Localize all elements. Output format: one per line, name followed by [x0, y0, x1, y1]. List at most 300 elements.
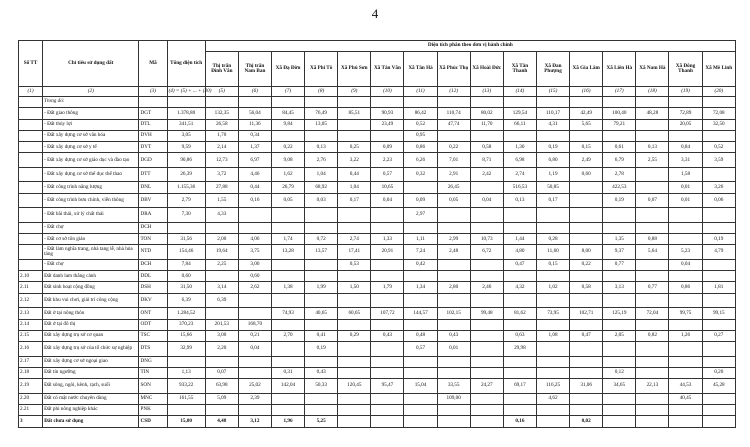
row-value	[437, 416, 470, 427]
row-value	[669, 319, 702, 330]
row-value: 3,72	[205, 167, 238, 182]
table-row	[19, 405, 736, 416]
table-row	[19, 130, 736, 141]
row-value	[404, 405, 437, 416]
row-value: 40,45	[669, 393, 702, 404]
row-value: 5,64	[636, 245, 669, 260]
row-value: 1,19	[536, 167, 569, 182]
row-value	[271, 393, 304, 404]
row-value: 13,28	[271, 245, 304, 260]
row-value	[636, 393, 669, 404]
row-stt	[19, 97, 43, 108]
row-value: 1,62	[271, 167, 304, 182]
row-code: DYT	[139, 142, 167, 153]
row-value	[636, 222, 669, 233]
row-value	[470, 356, 503, 367]
row-value: 0,52	[702, 142, 735, 153]
row-value: 2,80	[437, 282, 470, 293]
row-value: 0,61	[603, 142, 636, 153]
row-value: 161,55	[167, 393, 205, 404]
row-code: DTT	[139, 167, 167, 182]
row-value: 0,47	[503, 259, 536, 270]
row-value: 132,35	[205, 108, 238, 119]
row-code	[139, 97, 167, 108]
table-row	[19, 282, 736, 293]
row-value	[271, 222, 304, 233]
row-value	[271, 259, 304, 270]
row-value: 42,49	[570, 108, 603, 119]
row-value	[603, 416, 636, 427]
row-value: 10,65	[371, 182, 404, 193]
row-value: 29,98	[503, 342, 536, 357]
row-stt	[19, 167, 43, 182]
row-value	[338, 130, 371, 141]
column-index-cell: (14)	[503, 87, 536, 97]
header-unit: Xã Liên Hà	[603, 52, 636, 87]
row-value: 4,32	[503, 282, 536, 293]
row-value: 1,04	[338, 182, 371, 193]
row-value	[238, 356, 271, 367]
row-value	[371, 405, 404, 416]
row-value: 0,41	[305, 330, 338, 341]
row-code: TIN	[139, 367, 167, 378]
row-value	[271, 405, 304, 416]
row-value	[536, 271, 569, 282]
row-value: 3,00	[238, 259, 271, 270]
row-value: 2,23	[371, 153, 404, 168]
row-value: 50,85	[536, 182, 569, 193]
row-value: 109,00	[437, 393, 470, 404]
table-row	[19, 379, 736, 394]
table-row	[19, 142, 736, 153]
row-value: 85,51	[338, 108, 371, 119]
column-index-cell: (8)	[305, 87, 338, 97]
header-unit: Xã Tân Văn	[371, 52, 404, 87]
row-code: SON	[139, 379, 167, 394]
row-value: 422,53	[603, 182, 636, 193]
row-value: 102,15	[437, 308, 470, 319]
table-body	[19, 87, 736, 428]
row-value: 73,95	[536, 308, 569, 319]
column-index-cell: (16)	[570, 87, 603, 97]
row-value: 0,22	[271, 142, 304, 153]
row-value	[205, 271, 238, 282]
row-value	[371, 222, 404, 233]
row-value	[338, 119, 371, 130]
row-value: 0,19	[702, 234, 735, 245]
row-value	[470, 416, 503, 427]
row-value: 74,93	[271, 308, 304, 319]
row-value	[636, 319, 669, 330]
row-code: DGT	[139, 108, 167, 119]
row-name: - Đất chợ	[43, 222, 139, 233]
table-row	[19, 416, 736, 427]
row-value: 0,19	[603, 193, 636, 208]
row-value: 1,11	[404, 234, 437, 245]
row-value: 15,66	[167, 330, 205, 341]
row-value: 0,42	[404, 259, 437, 270]
row-value	[636, 97, 669, 108]
row-value	[669, 222, 702, 233]
row-name: Đất danh lam thắng cảnh	[43, 271, 139, 282]
row-code: CSD	[139, 416, 167, 427]
row-value: 0,01	[437, 342, 470, 357]
row-value: 6,80	[536, 153, 569, 168]
row-value: 4,79	[702, 245, 735, 260]
row-value: 6,39	[205, 293, 238, 308]
row-value: 31,50	[167, 282, 205, 293]
row-value: 76,49	[305, 108, 338, 119]
row-code: DGD	[139, 153, 167, 168]
row-value	[536, 293, 569, 308]
row-value: 0,57	[404, 342, 437, 357]
row-value	[470, 222, 503, 233]
row-value	[371, 342, 404, 357]
row-value: 10,73	[470, 234, 503, 245]
row-value: 1,99	[305, 282, 338, 293]
row-value: 0,43	[371, 330, 404, 341]
row-value: 6,26	[404, 153, 437, 168]
row-value	[338, 405, 371, 416]
row-value: 0,60	[238, 271, 271, 282]
row-value	[702, 293, 735, 308]
row-stt	[19, 130, 43, 141]
row-value	[636, 182, 669, 193]
row-value: 2,97	[404, 208, 437, 223]
row-name: - Đất làm nghĩa trang, nhà tang lễ, nhà hỏa táng	[43, 245, 139, 260]
row-value: 0,22	[437, 142, 470, 153]
row-value	[437, 293, 470, 308]
row-value	[570, 222, 603, 233]
row-value	[702, 356, 735, 367]
row-value: 9,08	[271, 153, 304, 168]
row-value: 1,13	[167, 367, 205, 378]
row-value	[536, 342, 569, 357]
table-row	[19, 293, 736, 308]
header-unit: Xã Đạ Đờn	[271, 52, 304, 87]
row-stt	[19, 245, 43, 260]
table-row	[19, 393, 736, 404]
row-value: 0,86	[404, 142, 437, 153]
row-value: 3,14	[205, 282, 238, 293]
row-value	[371, 130, 404, 141]
row-code: TSC	[139, 330, 167, 341]
row-value: 0,05	[271, 193, 304, 208]
row-value: 0,19	[305, 342, 338, 357]
row-value	[338, 393, 371, 404]
row-value: 144,57	[404, 308, 437, 319]
row-value: 90,93	[371, 108, 404, 119]
row-value	[570, 319, 603, 330]
row-value	[404, 271, 437, 282]
row-value: 0,25	[338, 142, 371, 153]
row-value	[603, 130, 636, 141]
row-value	[338, 271, 371, 282]
row-value: 0,01	[669, 182, 702, 193]
row-value	[536, 130, 569, 141]
row-value	[603, 222, 636, 233]
row-value: 0,07	[205, 367, 238, 378]
row-value	[702, 222, 735, 233]
row-value	[603, 356, 636, 367]
row-value: 15,00	[167, 416, 205, 427]
table-row	[19, 119, 736, 130]
row-value: 32,99	[167, 342, 205, 357]
row-value: 0,04	[371, 193, 404, 208]
row-value	[470, 319, 503, 330]
row-stt: 2.12	[19, 293, 43, 308]
row-value	[371, 293, 404, 308]
row-name: Đất ở tại đô thị	[43, 319, 139, 330]
table-header	[19, 41, 736, 87]
row-value	[669, 356, 702, 367]
row-stt	[19, 234, 43, 245]
row-value	[437, 367, 470, 378]
column-index-cell: (3)	[139, 87, 167, 97]
row-value	[702, 259, 735, 270]
row-value: 0,58	[470, 142, 503, 153]
row-value: 63,98	[205, 379, 238, 394]
column-index-cell: (9)	[338, 87, 371, 97]
row-value: 0,09	[371, 142, 404, 153]
row-value	[669, 367, 702, 378]
row-code: DCH	[139, 259, 167, 270]
row-value	[503, 208, 536, 223]
column-index-cell: (1)	[19, 87, 43, 97]
table-row	[19, 245, 736, 260]
row-stt: 3	[19, 416, 43, 427]
row-value	[603, 271, 636, 282]
row-value: 1,30	[503, 142, 536, 153]
row-value: 0,20	[702, 367, 735, 378]
row-stt	[19, 108, 43, 119]
row-value	[570, 182, 603, 193]
row-value: 116,25	[536, 379, 569, 394]
table-row	[19, 234, 736, 245]
row-value: 72,89	[669, 108, 702, 119]
row-value: 1,37	[238, 142, 271, 153]
column-index-cell: (18)	[636, 87, 669, 97]
row-value	[404, 319, 437, 330]
row-value	[238, 308, 271, 319]
row-name: - Đất cơ sở tôn giáo	[43, 234, 139, 245]
row-value	[271, 208, 304, 223]
row-value: 2,79	[167, 193, 205, 208]
row-value	[437, 259, 470, 270]
row-value	[404, 97, 437, 108]
row-value	[536, 367, 569, 378]
row-value	[305, 319, 338, 330]
header-unit: Xã Mê Linh	[702, 52, 735, 87]
row-value	[702, 271, 735, 282]
row-value: 2,78	[603, 167, 636, 182]
row-value: 31,56	[167, 234, 205, 245]
row-value	[305, 222, 338, 233]
column-index-cell: (10)	[371, 87, 404, 97]
row-value: 20,91	[371, 245, 404, 260]
row-code: DRA	[139, 208, 167, 223]
row-value	[271, 271, 304, 282]
row-stt: 2.19	[19, 379, 43, 394]
row-value: 4,48	[205, 416, 238, 427]
row-name: - Đất bãi thải, xử lý chất thải	[43, 208, 139, 223]
row-value	[636, 119, 669, 130]
row-name: Trong đó:	[43, 97, 139, 108]
row-value	[167, 222, 205, 233]
row-value: 0,16	[238, 193, 271, 208]
row-value	[702, 97, 735, 108]
row-value: 5,65	[570, 119, 603, 130]
row-value	[536, 319, 569, 330]
row-code: DBV	[139, 193, 167, 208]
row-value: 22,13	[636, 379, 669, 394]
row-value: 516,53	[503, 182, 536, 193]
row-value: 4,46	[238, 167, 271, 182]
row-value	[305, 393, 338, 404]
row-value: 3,31	[669, 153, 702, 168]
row-value	[371, 259, 404, 270]
row-value: 0,63	[503, 330, 536, 341]
row-value	[470, 208, 503, 223]
row-value: 100,40	[603, 108, 636, 119]
row-value: 0,44	[238, 182, 271, 193]
row-value	[603, 319, 636, 330]
row-value	[205, 356, 238, 367]
row-value: 12,73	[205, 153, 238, 168]
row-value: 45,28	[702, 379, 735, 394]
row-value: 5,09	[205, 393, 238, 404]
row-value	[371, 271, 404, 282]
row-value	[702, 130, 735, 141]
row-value	[669, 97, 702, 108]
row-value	[570, 193, 603, 208]
row-value: 2,74	[338, 234, 371, 245]
row-value: 4,62	[536, 393, 569, 404]
row-value: 7,01	[437, 153, 470, 168]
row-value: 99,48	[470, 308, 503, 319]
row-value: 90,86	[167, 153, 205, 168]
row-value	[669, 416, 702, 427]
row-value	[205, 97, 238, 108]
row-code: ONT	[139, 308, 167, 319]
header-unit: Xã Phi Tô	[305, 52, 338, 87]
row-value: 26,58	[205, 119, 238, 130]
row-value: 31,06	[570, 379, 603, 394]
row-code: DNL	[139, 182, 167, 193]
row-value: 68,92	[305, 182, 338, 193]
row-value: 142,04	[271, 379, 304, 394]
row-code: ODT	[139, 319, 167, 330]
row-stt: 2.14	[19, 319, 43, 330]
row-value	[238, 405, 271, 416]
row-value	[570, 130, 603, 141]
row-value	[437, 97, 470, 108]
row-stt: 2.18	[19, 367, 43, 378]
row-value: 110,17	[536, 108, 569, 119]
row-value: 19,64	[205, 245, 238, 260]
row-value: 7,24	[404, 245, 437, 260]
row-value: 0,34	[238, 130, 271, 141]
row-value: 0,84	[669, 142, 702, 153]
row-value	[603, 393, 636, 404]
row-code: DSH	[139, 282, 167, 293]
row-value: 99,75	[669, 308, 702, 319]
header-unit: Xã Phú Sơn	[338, 52, 371, 87]
row-value	[470, 393, 503, 404]
row-value	[470, 330, 503, 341]
row-value	[338, 356, 371, 367]
row-value	[271, 319, 304, 330]
header-unit: Thị trấn Nam Ban	[238, 52, 271, 87]
table-row	[19, 367, 736, 378]
row-value	[636, 167, 669, 182]
row-value: 3,00	[205, 330, 238, 341]
row-value	[669, 293, 702, 308]
row-value: 80,02	[470, 108, 503, 119]
row-value: 2,49	[570, 153, 603, 168]
row-value: 0,04	[238, 342, 271, 357]
row-value: 0,53	[338, 259, 371, 270]
row-value: 0,06	[702, 193, 735, 208]
column-index-cell: (15)	[536, 87, 569, 97]
row-value: 0,16	[503, 416, 536, 427]
row-value	[669, 271, 702, 282]
row-value: 6,98	[503, 153, 536, 168]
row-value: 0,15	[536, 259, 569, 270]
row-stt	[19, 259, 43, 270]
row-value: 72,08	[702, 108, 735, 119]
row-stt: 2.13	[19, 308, 43, 319]
column-index-cell: (20)	[702, 87, 735, 97]
row-value: 0,32	[404, 167, 437, 182]
row-value: 1,44	[503, 234, 536, 245]
row-value	[603, 405, 636, 416]
row-value: 0,52	[404, 119, 437, 130]
row-value: 1,74	[271, 234, 304, 245]
row-value: 0,04	[470, 193, 503, 208]
row-value	[271, 356, 304, 367]
row-value: 33,55	[437, 379, 470, 394]
row-value: 26,39	[167, 167, 205, 182]
row-value: 110,74	[437, 108, 470, 119]
row-value: 1,04	[305, 167, 338, 182]
row-value: 4,31	[536, 119, 569, 130]
header-unit: Xã Tân Hà	[404, 52, 437, 87]
row-value: 0,77	[636, 282, 669, 293]
row-value: 0,88	[636, 234, 669, 245]
row-value	[636, 342, 669, 357]
row-value	[238, 293, 271, 308]
row-value	[636, 367, 669, 378]
row-code: TON	[139, 234, 167, 245]
row-value: 7,84	[167, 259, 205, 270]
row-value: 1,34	[404, 282, 437, 293]
row-value: 1,70	[205, 130, 238, 141]
row-value: 3,12	[238, 416, 271, 427]
row-value: 9,59	[167, 142, 205, 153]
row-value	[603, 208, 636, 223]
row-value	[470, 367, 503, 378]
row-value	[470, 182, 503, 193]
row-value	[636, 356, 669, 367]
row-value: 4,80	[503, 245, 536, 260]
row-value: 1,96	[271, 416, 304, 427]
row-name: Đất chưa sử dụng	[43, 416, 139, 427]
row-value: 66,11	[503, 119, 536, 130]
row-value	[305, 130, 338, 141]
column-index-cell: (6)	[238, 87, 271, 97]
row-value	[238, 367, 271, 378]
